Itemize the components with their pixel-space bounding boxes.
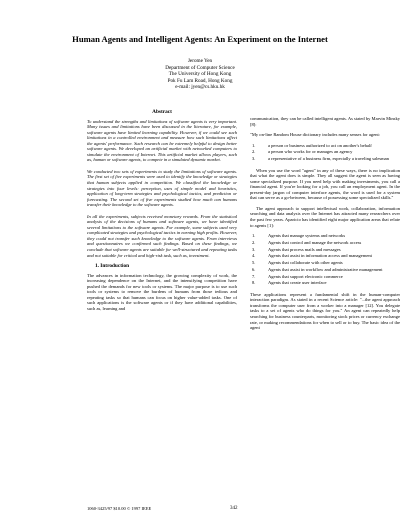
- introduction-heading: 1. Introduction: [95, 263, 130, 270]
- introduction-paragraph: The advances in information technology, the growing complexity of work, the increasing dependence on the Internet, and the intensifying competition have pushed the demands for new tools or systems. The major purpose is to use such tools or systems to remove the burdens of humans from those tedious and repeating tasks so that humans can focus on higher value-added tasks. One of such applications is the software agents or if they have additional capabilities, such as, learning and: [87, 272, 237, 311]
- author-email: e-mail: jyen@cs.hku.hk: [175, 84, 225, 91]
- paper-title: Human Agents and Intelligent Agents: An Experiment on the Internet: [72, 34, 328, 44]
- list-item: 1. Agents that manage systems and networks: [252, 233, 346, 239]
- list-item: 4. Agents that assist in information access and management: [252, 253, 372, 259]
- author-name: Jerome Yen: [187, 58, 213, 64]
- list-item: 2. Agents that control and manage the network access: [252, 239, 362, 245]
- abstract-paragraph-3: In all the experiments, subjects received monetary rewards. From the statistical analysis of the decisions of humans and software agents, we have identified several limitations to the software agents. For example, some subjects used very complicated strategies and psychological tactics in earning high profits. However, they could not transfer such knowledge to the software agents. From interviews and questionnaires we confirmed such findings. Based on these findings, we conclude that software agents are suitable for well-structured and repeating tasks and not suitable for critical and high-risk task, such as, investment.: [87, 213, 237, 258]
- agent-senses-list: [250, 143, 400, 162]
- right-paragraph-5: These applications represent a fundamental shift in the human-computer interaction paradigm. As stated in a recent Science article: "...the agent approach transforms the computer user from a worker into a manager [12]. You delegate tasks to a set of agents who do things for you." An agent can repeatedly help searching for business counterparts, monitoring stock prices or currency exchange rate, or making recommendations for when to sell or to buy. The basic idea of the agent: [250, 291, 400, 331]
- page-number: 342: [230, 506, 238, 511]
- author-block: [120, 58, 280, 91]
- author-department: Department of Computer Science: [165, 64, 235, 71]
- list-item: 7. Agents that support electronic commerce: [252, 273, 343, 279]
- author-address: Pok Fu Lam Road, Hong Kong: [167, 77, 233, 84]
- right-column: [250, 116, 400, 336]
- list-item: 5. Agents that collaborate with other agents: [252, 260, 343, 266]
- list-item: 1. a person or business authorized to act on another's behalf: [252, 142, 372, 148]
- abstract-paragraph-2: We conducted two sets of experiments to study the limitations of software agents. The first set of five experiments were used to identify the knowledge or strategies that human subjects applied in competition. We classified the knowledge or strategies into four levels: perception, uses of simple model and heuristics, application of long-term strategies and psychological tactics, and prediction or forecasting. The second set of five experiments studied how much can humans transfer their knowledge to the software agents.: [87, 168, 237, 208]
- abstract-heading: Abstract: [152, 109, 172, 115]
- list-item: 6. Agents that assist in workflow and administrative management: [252, 266, 383, 272]
- quote-paragraph: When you use the word "agent" in any of these ways, there is no implication that what the agent does is simple. They all suggest the agent is seen as having some specialized purpose. If you need help with making investments, you call a financial agent. If you're looking for a job, you call an employment agent. In the present-day jargon of computer interface agents, the word is used for a system that can serve as a go-between, because of possessing some specialized skills.": [250, 167, 400, 201]
- abstract-paragraph-1: To understand the strengths and limitations of software agents is very important. Many issues and limitations have been discussed in the literature, for example, software agents have limited learning capability. However, if we could see such limitations in a controlled environment and measure how such limitations affect the agents' performance. Such research can be extremely helpful to design better software agents. We developed an artificial market with networked computers to simulate the environment of Internet. This artificial market allows players, such as, human or software agents, to compete in a simulated dynamic market.: [87, 118, 237, 163]
- copyright-footer: 1060-3425/97 $10.00 © 1997 IEEE: [87, 506, 152, 511]
- left-column: [87, 110, 237, 317]
- list-item: 8. Agents that create user interface: [252, 280, 327, 286]
- right-paragraph-4: The agent approach to support intellectual work, collaboration, information searching and data analysis over the Internet has attracted many researchers over the past few years. Aparicio has identified eight major application areas that relate to agents [1]:: [250, 205, 400, 228]
- list-item: 3. Agents that process mails and messages: [252, 246, 341, 252]
- quote-intro: "My on-line Random House dictionary includes many senses for agent:: [250, 132, 381, 138]
- author-university: The University of Hong Kong: [168, 71, 232, 78]
- application-areas-list: [250, 233, 400, 286]
- right-paragraph-1: communication, they can be called intelligent agents. As stated by Marvin Minsky [8]:: [250, 116, 400, 127]
- list-item: 2. a person who works for or manages an agency: [252, 149, 353, 155]
- list-item: 3. a representative of a business firm, especially a traveling salesman: [252, 156, 389, 162]
